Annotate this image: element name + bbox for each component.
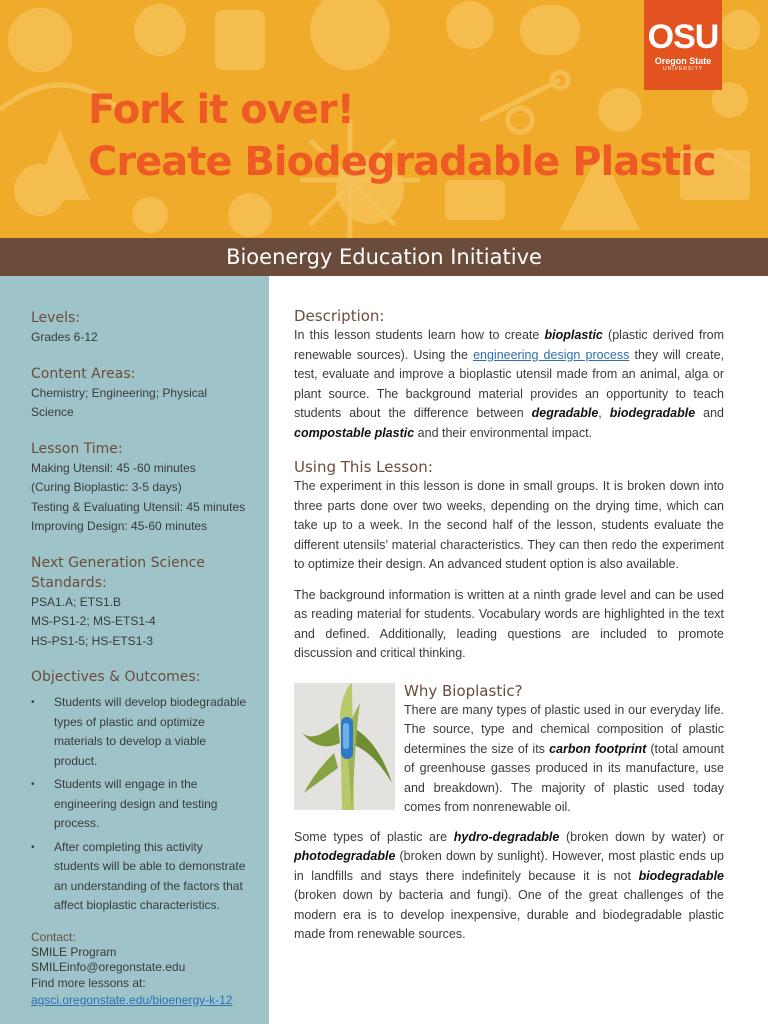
lesson-time-line: Testing & Evaluating Utensil: 45 minutes <box>31 499 246 514</box>
why-bioplastic-text <box>404 701 724 818</box>
text-run: (total amount of greenhouse gasses produced in its manufacture, use and breakdown). The majority of plastic used today comes from nonrenewable oil. <box>404 741 725 814</box>
using-text-1: The experiment in this lesson is done in small groups. It is broken down into three parts done over two weeks, depending on the drying time, which can take up to a week. In the second half of the lesson, students evaluate the different utensils’ material characteristics. They can then redo the experiment to optimize their design. An advanced student option is also available. <box>294 479 724 571</box>
text-run: Some types of plastic are <box>294 829 454 844</box>
content-areas-value: Chemistry; Engineering; Physical Science <box>31 385 208 419</box>
more-lessons-link[interactable]: agsci.oregonstate.edu/bioenergy-k-12 <box>31 993 233 1007</box>
list-item: • Students will develop biodegradable types of plastic and optimize materials to develop a viable product. <box>31 693 249 771</box>
vocab-biodegradable: biodegradable <box>638 868 724 883</box>
ngss-standard: HS-PS1-5; HS-ETS1-3 <box>31 633 154 648</box>
contact-heading: Contact: <box>31 929 76 944</box>
why-bioplastic-heading: Why Bioplastic? <box>404 681 523 700</box>
content-areas-heading: Content Areas: <box>31 365 136 382</box>
ngss-standard: MS-PS1-2; MS-ETS1-4 <box>31 614 156 628</box>
text-run: and their environmental impact. <box>414 425 593 440</box>
title-line-1: Fork it over! <box>88 87 354 133</box>
ngss-heading-line-2: Standards: <box>31 574 107 591</box>
why-bioplastic-text-block <box>404 681 724 818</box>
using-heading: Using This Lesson: <box>294 458 433 476</box>
ngss-standard: PSA1.A; ETS1.B <box>31 594 122 609</box>
lesson-time-line: Improving Design: 45-60 minutes <box>31 519 208 533</box>
why-bioplastic-section <box>294 681 724 817</box>
vocab-compostable-plastic: compostable plastic <box>294 425 415 440</box>
contact-more-lessons: Find more lessons at: <box>31 975 146 990</box>
lesson-time-line: (Curing Bioplastic: 3-5 days) <box>31 480 182 494</box>
objectives-list <box>31 693 249 916</box>
ngss-heading-line-1: Next Generation Science <box>31 554 205 571</box>
levels-heading: Levels: <box>31 310 80 326</box>
lesson-time-line: Making Utensil: 45 -60 minutes <box>31 460 196 475</box>
vocab-hydro-degradable: hydro-degradable <box>453 829 560 844</box>
header-banner <box>0 0 768 238</box>
vocab-biodegradable: biodegradable <box>609 406 696 420</box>
description-text <box>294 326 724 443</box>
page-title <box>88 84 716 188</box>
lesson-time-heading: Lesson Time: <box>31 440 123 457</box>
contact-program: SMILE Program <box>31 944 117 959</box>
logo-university: UNIVERSITY <box>662 66 703 72</box>
vocab-degradable: degradable <box>531 406 599 420</box>
objectives-heading: Objectives & Outcomes: <box>31 669 201 685</box>
title-line-2: Create Biodegradable Plastic <box>88 139 716 185</box>
text-run: (plastic derived from renewable sources). Using the <box>294 328 724 362</box>
vocab-bioplastic: bioplastic <box>544 328 603 342</box>
lesson-sidebar <box>0 276 269 1024</box>
using-text-2: The background information is written at a ninth grade level and can be used as reading material for students. Vocabulary words are highlighted in the text and defined. Additionally, leading questions are included to promote discussion and critical thinking. <box>294 587 724 660</box>
corn-image <box>294 683 395 810</box>
vocab-photodegradable: photodegradable <box>294 849 396 863</box>
levels-value: Grades 6-12 <box>31 330 98 344</box>
text-run: and <box>695 406 724 420</box>
text-run: , <box>598 406 610 420</box>
text-run: In this lesson students learn how to create <box>294 328 545 342</box>
program-band: Bioenergy Education Initiative <box>0 238 768 276</box>
corn-bioplastic-photo <box>294 683 395 810</box>
list-item: • Students will engage in the engineering design and testing process. <box>31 775 249 834</box>
main-content <box>294 306 724 945</box>
text-run: (broken down by sunlight). However, most plastic ends up in landfills and stays there indefinitely because it is not <box>294 849 724 883</box>
osu-logo <box>644 0 722 90</box>
logo-oregon-state: Oregon State <box>654 56 712 66</box>
vocab-carbon-footprint: carbon footprint <box>549 741 647 756</box>
logo-osu: OSU <box>647 18 719 56</box>
engineering-design-process-link[interactable]: engineering design process <box>473 347 630 362</box>
ngss-heading <box>31 553 249 593</box>
text-run: (broken down by water) or <box>559 829 724 844</box>
plastic-types-text <box>294 828 724 945</box>
text-run: they will create, test, evaluate and improve a bioplastic utensil made from an animal, alga or plant source. The background material provides an opportunity to teach students about the difference between <box>294 347 725 420</box>
list-item: • After completing this activity students will be able to demonstrate an understanding of the factors that affect bioplastic characteristics. <box>31 838 249 916</box>
text-run: There are many types of plastic used in our everyday life. The source, type and chemical composition of plastic determines the size of its <box>404 702 724 756</box>
text-run: (broken down by bacteria and fungi). One of the great challenges of the modern era is to develop inexpensive, durable and biodegradable plastic made from renewable sources. <box>294 888 724 941</box>
contact-email[interactable]: SMILEinfo@oregonstate.edu <box>31 960 186 974</box>
description-heading: Description: <box>294 307 385 325</box>
